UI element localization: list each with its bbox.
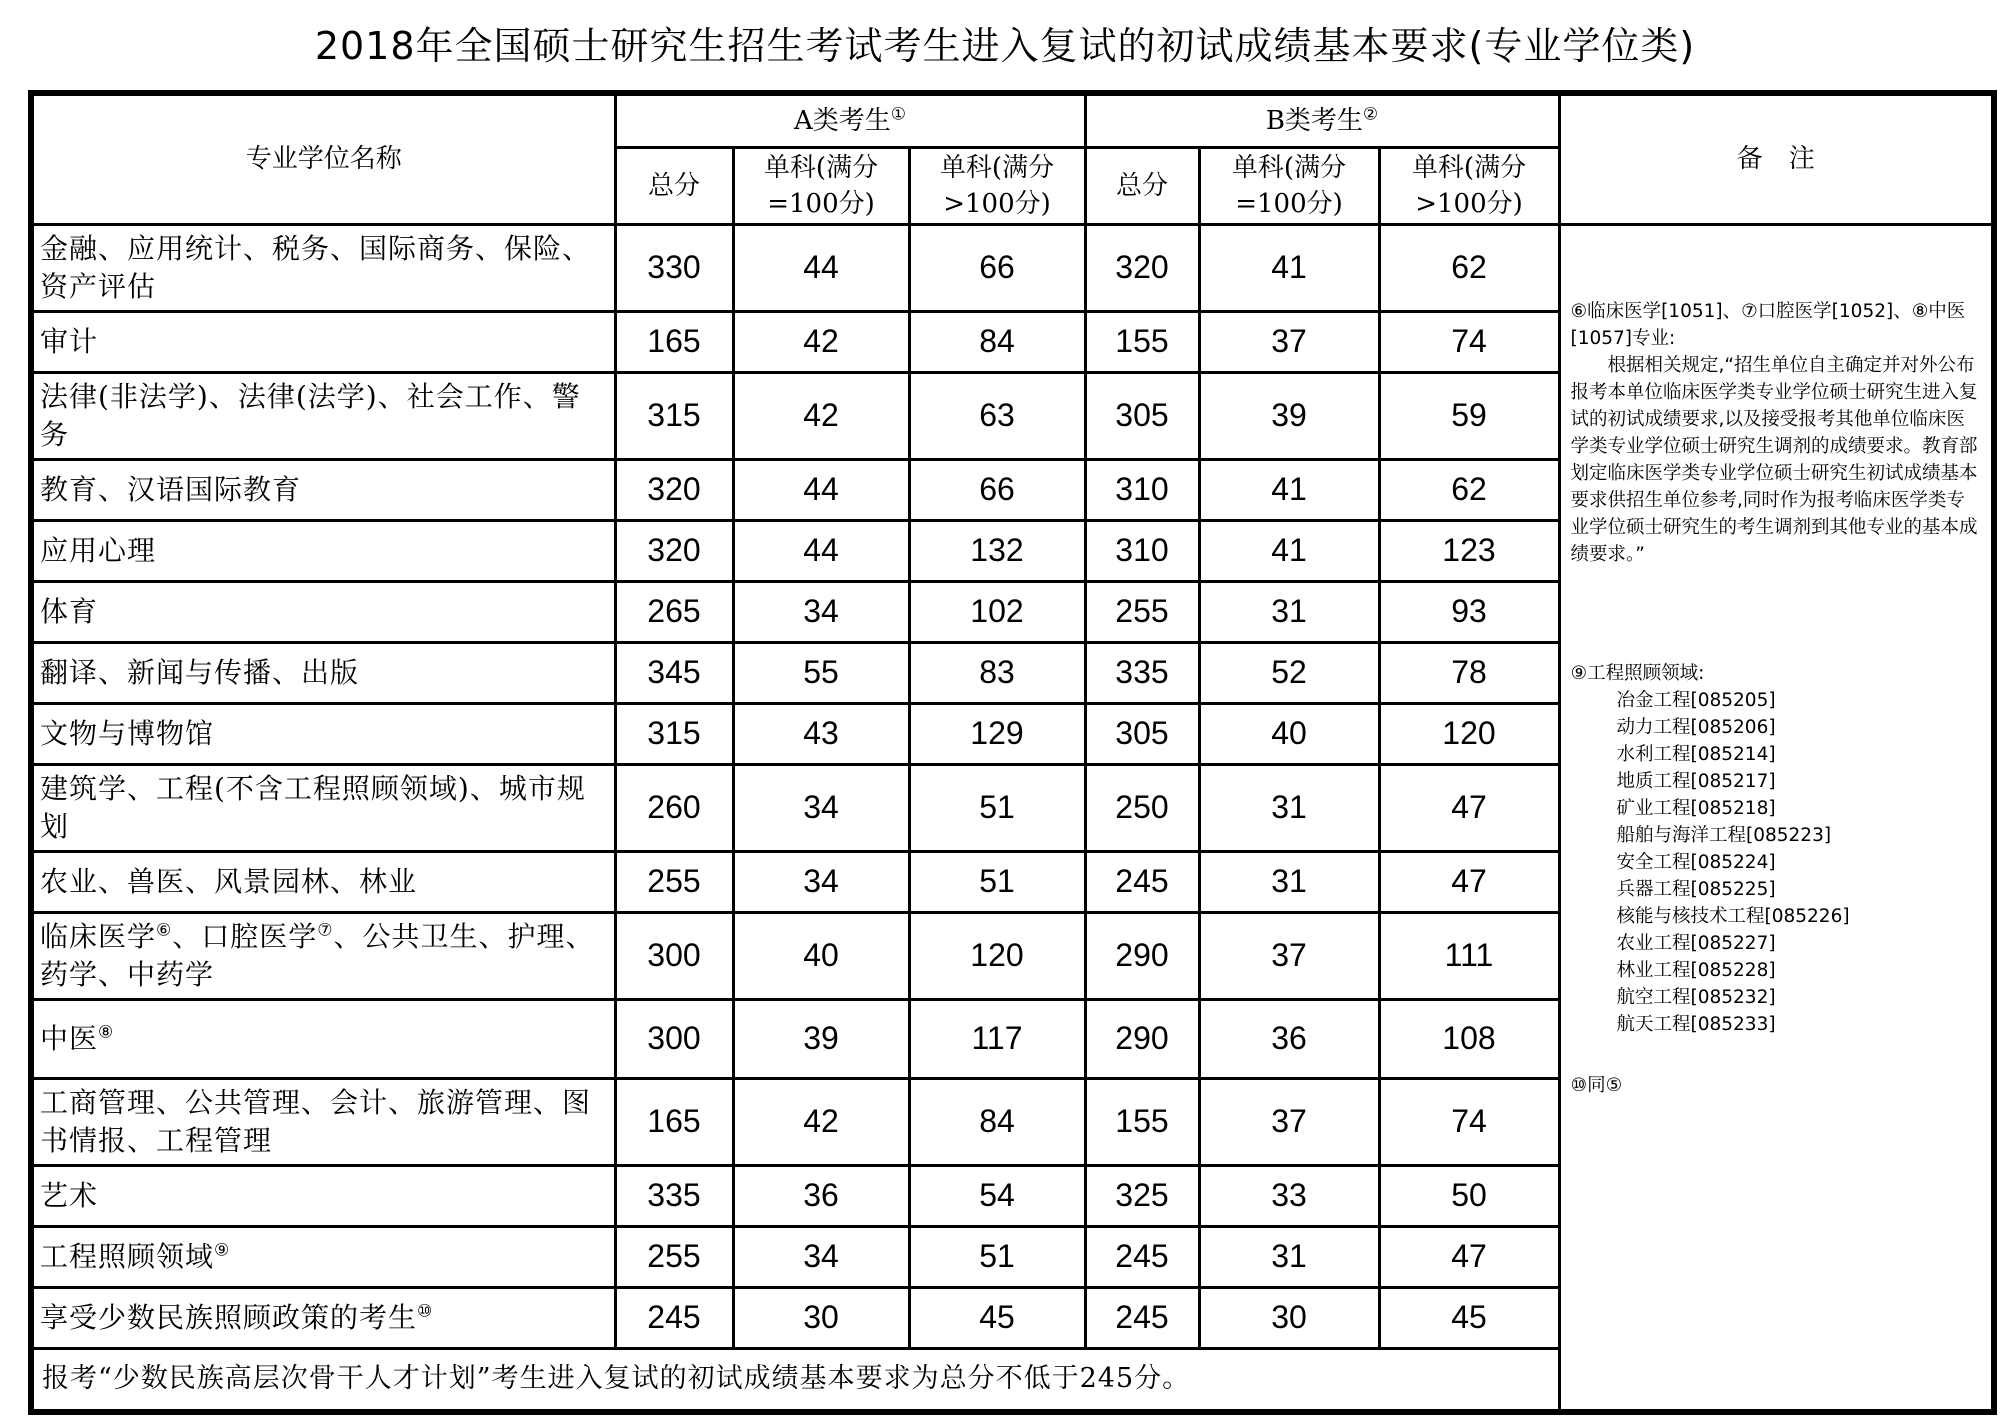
score-b-sgt: 74 [1379,311,1559,372]
header-b-single-gt100: 单科(满分 >100分) [1379,147,1559,224]
score-a-sgt: 66 [909,459,1085,520]
list-item: 动力工程[085206] [1616,716,1776,738]
score-b-total: 325 [1085,1165,1199,1226]
degree-name: 工商管理、公共管理、会计、旅游管理、图书情报、工程管理 [31,1078,615,1165]
score-b-total: 255 [1085,581,1199,642]
score-b-s100: 31 [1199,1226,1379,1287]
score-b-s100: 31 [1199,764,1379,851]
score-a-sgt: 45 [909,1287,1085,1348]
score-b-total: 305 [1085,372,1199,459]
score-a-s100: 34 [733,1226,909,1287]
score-a-total: 245 [615,1287,733,1348]
score-b-total: 290 [1085,912,1199,999]
score-a-s100: 30 [733,1287,909,1348]
score-a-s100: 36 [733,1165,909,1226]
list-item: 核能与核技术工程[085226] [1616,905,1850,927]
score-b-s100: 31 [1199,851,1379,912]
score-a-s100: 55 [733,642,909,703]
list-item: 安全工程[085224] [1616,851,1776,873]
list-item: 农业工程[085227] [1616,932,1776,954]
score-b-s100: 30 [1199,1287,1379,1348]
score-a-total: 315 [615,703,733,764]
degree-name: 教育、汉语国际教育 [31,459,615,520]
score-a-total: 165 [615,311,733,372]
score-a-total: 315 [615,372,733,459]
score-a-total: 260 [615,764,733,851]
score-a-s100: 34 [733,764,909,851]
degree-name: 中医⑧ [31,999,615,1078]
degree-name: 农业、兽医、风景园林、林业 [31,851,615,912]
score-a-s100: 34 [733,581,909,642]
score-a-sgt: 63 [909,372,1085,459]
list-item: 船舶与海洋工程[085223] [1616,824,1832,846]
list-item: 航空工程[085232] [1616,986,1776,1008]
list-item: 兵器工程[085225] [1616,878,1776,900]
header-a-single-gt100: 单科(满分 >100分) [909,147,1085,224]
score-a-total: 300 [615,912,733,999]
score-a-total: 265 [615,581,733,642]
score-b-total: 155 [1085,311,1199,372]
score-b-sgt: 93 [1379,581,1559,642]
score-a-total: 300 [615,999,733,1078]
list-item: 水利工程[085214] [1616,743,1776,765]
score-b-s100: 31 [1199,581,1379,642]
header-degree-name: 专业学位名称 [31,93,615,224]
score-a-total: 255 [615,1226,733,1287]
degree-name: 临床医学⑥、口腔医学⑦、公共卫生、护理、药学、中药学 [31,912,615,999]
list-item: 矿业工程[085218] [1616,797,1776,819]
degree-name: 工程照顾领域⑨ [31,1226,615,1287]
score-a-s100: 44 [733,224,909,311]
degree-name: 艺术 [31,1165,615,1226]
score-b-s100: 33 [1199,1165,1379,1226]
score-b-sgt: 47 [1379,764,1559,851]
score-a-total: 320 [615,459,733,520]
score-a-sgt: 84 [909,311,1085,372]
score-b-total: 310 [1085,520,1199,581]
score-b-sgt: 62 [1379,224,1559,311]
score-b-sgt: 120 [1379,703,1559,764]
score-b-sgt: 50 [1379,1165,1559,1226]
score-a-total: 345 [615,642,733,703]
score-b-sgt: 74 [1379,1078,1559,1165]
score-a-s100: 44 [733,520,909,581]
score-a-sgt: 51 [909,851,1085,912]
degree-name: 享受少数民族照顾政策的考生⑩ [31,1287,615,1348]
score-b-s100: 41 [1199,224,1379,311]
degree-name: 建筑学、工程(不含工程照顾领域)、城市规划 [31,764,615,851]
score-b-total: 250 [1085,764,1199,851]
score-b-total: 245 [1085,851,1199,912]
score-a-total: 335 [615,1165,733,1226]
header-b-single-100: 单科(满分 =100分) [1199,147,1379,224]
score-b-sgt: 123 [1379,520,1559,581]
score-b-sgt: 45 [1379,1287,1559,1348]
score-a-sgt: 51 [909,1226,1085,1287]
header-a-single-100: 单科(满分 =100分) [733,147,909,224]
score-a-s100: 42 [733,372,909,459]
score-a-s100: 44 [733,459,909,520]
header-remark: 备 注 [1559,93,1994,224]
score-b-sgt: 59 [1379,372,1559,459]
score-a-sgt: 132 [909,520,1085,581]
score-a-sgt: 54 [909,1165,1085,1226]
remark-same-as: ⑩同⑤ [1570,1074,1623,1096]
score-b-total: 335 [1085,642,1199,703]
remark-engineering-title: ⑨工程照顾领域: [1570,662,1705,684]
score-b-sgt: 47 [1379,1226,1559,1287]
score-a-total: 330 [615,224,733,311]
score-a-total: 255 [615,851,733,912]
score-b-s100: 40 [1199,703,1379,764]
score-b-sgt: 111 [1379,912,1559,999]
degree-name: 体育 [31,581,615,642]
table-row [31,224,1994,311]
score-a-s100: 42 [733,311,909,372]
header-group-b: B类考生② [1085,93,1559,147]
score-b-total: 310 [1085,459,1199,520]
header-group-a: A类考生① [615,93,1085,147]
score-a-sgt: 129 [909,703,1085,764]
score-b-s100: 37 [1199,311,1379,372]
score-a-s100: 39 [733,999,909,1078]
degree-name: 文物与博物馆 [31,703,615,764]
header-a-total: 总分 [615,147,733,224]
score-a-sgt: 102 [909,581,1085,642]
score-b-sgt: 62 [1379,459,1559,520]
footer-note: 报考“少数民族高层次骨干人才计划”考生进入复试的初试成绩基本要求为总分不低于245分。 [31,1348,1559,1412]
score-a-s100: 40 [733,912,909,999]
page-title: 2018年全国硕士研究生招生考试考生进入复试的初试成绩基本要求(专业学位类) [314,24,1696,68]
degree-name: 金融、应用统计、税务、国际商务、保险、资产评估 [31,224,615,311]
score-a-s100: 43 [733,703,909,764]
score-a-total: 320 [615,520,733,581]
remark-clinical-title: ⑥临床医学[1051]、⑦口腔医学[1052]、⑧中医[1057]专业: [1570,300,1966,349]
score-b-total: 305 [1085,703,1199,764]
list-item: 冶金工程[085205] [1616,689,1776,711]
score-a-sgt: 120 [909,912,1085,999]
remarks-cell [1559,224,1994,1412]
remark-clinical-body: 根据相关规定,“招生单位自主确定并对外公布报考本单位临床医学类专业学位硕士研究生进入复试的初试成绩要求,以及接受报考其他单位临床医学类专业学位硕士研究生调剂的成绩要求。教育部划定临床医学类专业学位硕士研究生初试成绩基本要求供招生单位参考,同时作为报考临床医学类专业学位硕士研究生的考生调剂到其他专业的基本成绩要求。” [1570,354,1978,565]
score-table [28,90,1997,1415]
score-a-sgt: 51 [909,764,1085,851]
degree-name: 法律(非法学)、法律(法学)、社会工作、警务 [31,372,615,459]
score-b-sgt: 108 [1379,999,1559,1078]
list-item: 地质工程[085217] [1616,770,1776,792]
score-b-total: 245 [1085,1287,1199,1348]
score-a-sgt: 83 [909,642,1085,703]
score-b-total: 320 [1085,224,1199,311]
score-a-sgt: 117 [909,999,1085,1078]
score-b-s100: 52 [1199,642,1379,703]
score-b-s100: 41 [1199,520,1379,581]
header-b-total: 总分 [1085,147,1199,224]
degree-name: 审计 [31,311,615,372]
score-a-total: 165 [615,1078,733,1165]
score-a-sgt: 84 [909,1078,1085,1165]
engineering-field-list [1571,687,1984,1038]
degree-name: 翻译、新闻与传播、出版 [31,642,615,703]
score-b-total: 155 [1085,1078,1199,1165]
score-b-s100: 37 [1199,912,1379,999]
degree-name: 应用心理 [31,520,615,581]
list-item: 航天工程[085233] [1616,1013,1776,1035]
list-item: 林业工程[085228] [1616,959,1776,981]
score-b-total: 290 [1085,999,1199,1078]
score-a-sgt: 66 [909,224,1085,311]
score-b-s100: 37 [1199,1078,1379,1165]
score-b-sgt: 78 [1379,642,1559,703]
score-b-s100: 39 [1199,372,1379,459]
score-b-total: 245 [1085,1226,1199,1287]
score-a-s100: 42 [733,1078,909,1165]
score-b-s100: 41 [1199,459,1379,520]
score-b-s100: 36 [1199,999,1379,1078]
score-b-sgt: 47 [1379,851,1559,912]
score-a-s100: 34 [733,851,909,912]
